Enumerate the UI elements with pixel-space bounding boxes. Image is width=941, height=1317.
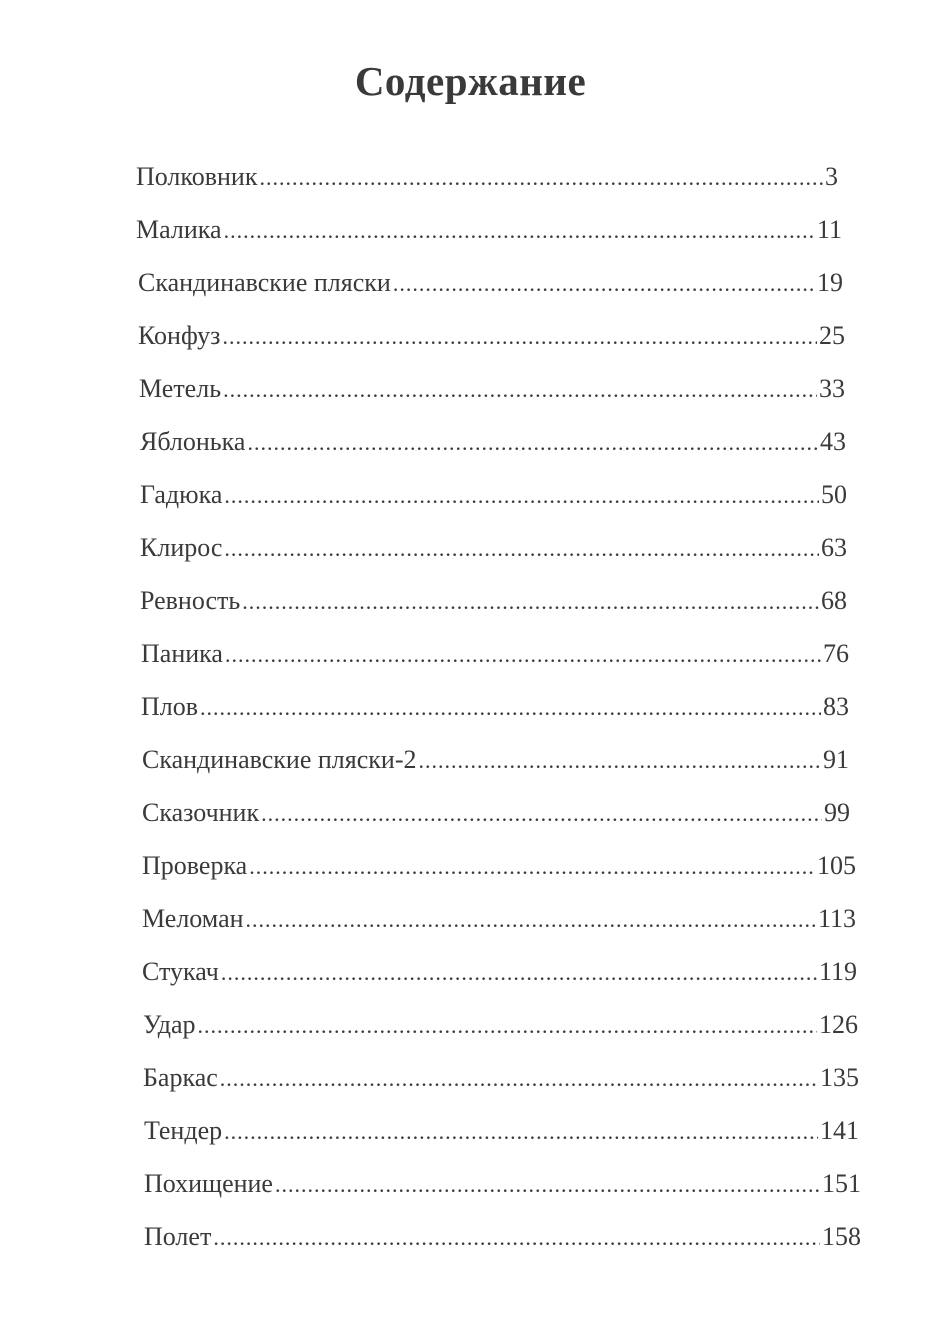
toc-entry bbox=[0, 906, 856, 959]
toc-entry bbox=[0, 376, 845, 429]
toc-entry-page-number: 119 bbox=[818, 957, 857, 986]
toc-entry-page-number: 3 bbox=[825, 162, 838, 191]
dot-leader bbox=[224, 1121, 818, 1143]
toc-entry-title: Конфуз bbox=[138, 321, 221, 350]
toc-entry-title: Яблонька bbox=[140, 427, 246, 456]
toc-entry-title: Проверка bbox=[142, 851, 248, 880]
toc-entry bbox=[0, 217, 842, 270]
table-of-contents bbox=[0, 164, 941, 1277]
toc-entry bbox=[0, 164, 838, 217]
toc-entry-page-number: 91 bbox=[823, 745, 849, 774]
toc-entry-title: Удар bbox=[143, 1010, 196, 1039]
page-title: Содержание bbox=[354, 58, 587, 105]
toc-entry-page-number: 19 bbox=[817, 268, 843, 297]
toc-entry-page-number: 11 bbox=[816, 215, 842, 244]
dot-leader bbox=[275, 1174, 820, 1196]
toc-entry bbox=[0, 1118, 859, 1171]
dot-leader bbox=[261, 803, 822, 825]
toc-entry bbox=[0, 694, 849, 747]
dot-leader bbox=[224, 538, 819, 560]
toc-entry-page-number: 151 bbox=[822, 1169, 861, 1198]
toc-entry-page-number: 83 bbox=[823, 692, 849, 721]
toc-entry bbox=[0, 853, 856, 906]
toc-entry-page-number: 63 bbox=[821, 533, 847, 562]
toc-entry bbox=[0, 588, 847, 641]
toc-entry bbox=[0, 270, 843, 323]
toc-entry-title: Похищение bbox=[144, 1169, 273, 1198]
dot-leader bbox=[246, 909, 816, 931]
toc-entry bbox=[0, 959, 857, 1012]
toc-entry bbox=[0, 1171, 861, 1224]
toc-entry-title: Плов bbox=[141, 692, 199, 721]
toc-entry-title: Паника bbox=[141, 639, 223, 668]
dot-leader bbox=[242, 591, 819, 613]
toc-entry-title: Меломан bbox=[142, 904, 244, 933]
toc-entry-page-number: 76 bbox=[823, 639, 849, 668]
toc-entry-title: Ревность bbox=[140, 586, 241, 615]
toc-entry-title: Сказочник bbox=[142, 798, 260, 827]
toc-entry bbox=[0, 1224, 861, 1277]
toc-entry-page-number: 25 bbox=[819, 321, 845, 350]
dot-leader bbox=[198, 1015, 817, 1037]
toc-entry-title: Скандинавские пляски-2 bbox=[142, 745, 417, 774]
toc-entry-page-number: 141 bbox=[820, 1116, 859, 1145]
toc-entry-page-number: 105 bbox=[817, 851, 856, 880]
dot-leader bbox=[223, 379, 817, 401]
dot-leader bbox=[225, 644, 821, 666]
toc-entry-title: Баркас bbox=[143, 1063, 218, 1092]
toc-entry-page-number: 99 bbox=[824, 798, 850, 827]
dot-leader bbox=[259, 167, 823, 189]
toc-entry-title: Малика bbox=[136, 215, 222, 244]
dot-leader bbox=[393, 273, 815, 295]
toc-entry-page-number: 135 bbox=[820, 1063, 859, 1092]
toc-entry-title: Метель bbox=[139, 374, 222, 403]
toc-entry bbox=[0, 800, 850, 853]
toc-entry-page-number: 33 bbox=[819, 374, 845, 403]
dot-leader bbox=[200, 697, 821, 719]
toc-entry-title: Полет bbox=[144, 1222, 212, 1251]
toc-entry-title: Клирос bbox=[140, 533, 223, 562]
toc-entry-title: Гадюка bbox=[140, 480, 223, 509]
toc-entry-title: Стукач bbox=[142, 957, 219, 986]
toc-entry bbox=[0, 535, 847, 588]
dot-leader bbox=[247, 432, 818, 454]
toc-entry bbox=[0, 1065, 859, 1118]
toc-entry-page-number: 158 bbox=[822, 1222, 861, 1251]
toc-entry-page-number: 43 bbox=[820, 427, 846, 456]
toc-entry-title: Полковник bbox=[136, 162, 258, 191]
dot-leader bbox=[418, 750, 821, 772]
dot-leader bbox=[220, 1068, 818, 1090]
dot-leader bbox=[249, 856, 815, 878]
toc-entry-title: Тендер bbox=[144, 1116, 223, 1145]
toc-entry-page-number: 113 bbox=[817, 904, 856, 933]
dot-leader bbox=[221, 962, 817, 984]
toc-entry-page-number: 68 bbox=[821, 586, 847, 615]
toc-entry bbox=[0, 641, 849, 694]
toc-entry bbox=[0, 323, 845, 376]
toc-entry bbox=[0, 1012, 858, 1065]
toc-entry bbox=[0, 482, 847, 535]
dot-leader bbox=[213, 1227, 820, 1249]
toc-entry bbox=[0, 429, 846, 482]
toc-entry-page-number: 126 bbox=[819, 1010, 858, 1039]
toc-entry bbox=[0, 747, 849, 800]
toc-entry-title: Скандинавские пляски bbox=[138, 268, 391, 297]
dot-leader bbox=[222, 326, 817, 348]
toc-entry-page-number: 50 bbox=[821, 480, 847, 509]
dot-leader bbox=[224, 485, 819, 507]
dot-leader bbox=[224, 220, 815, 242]
